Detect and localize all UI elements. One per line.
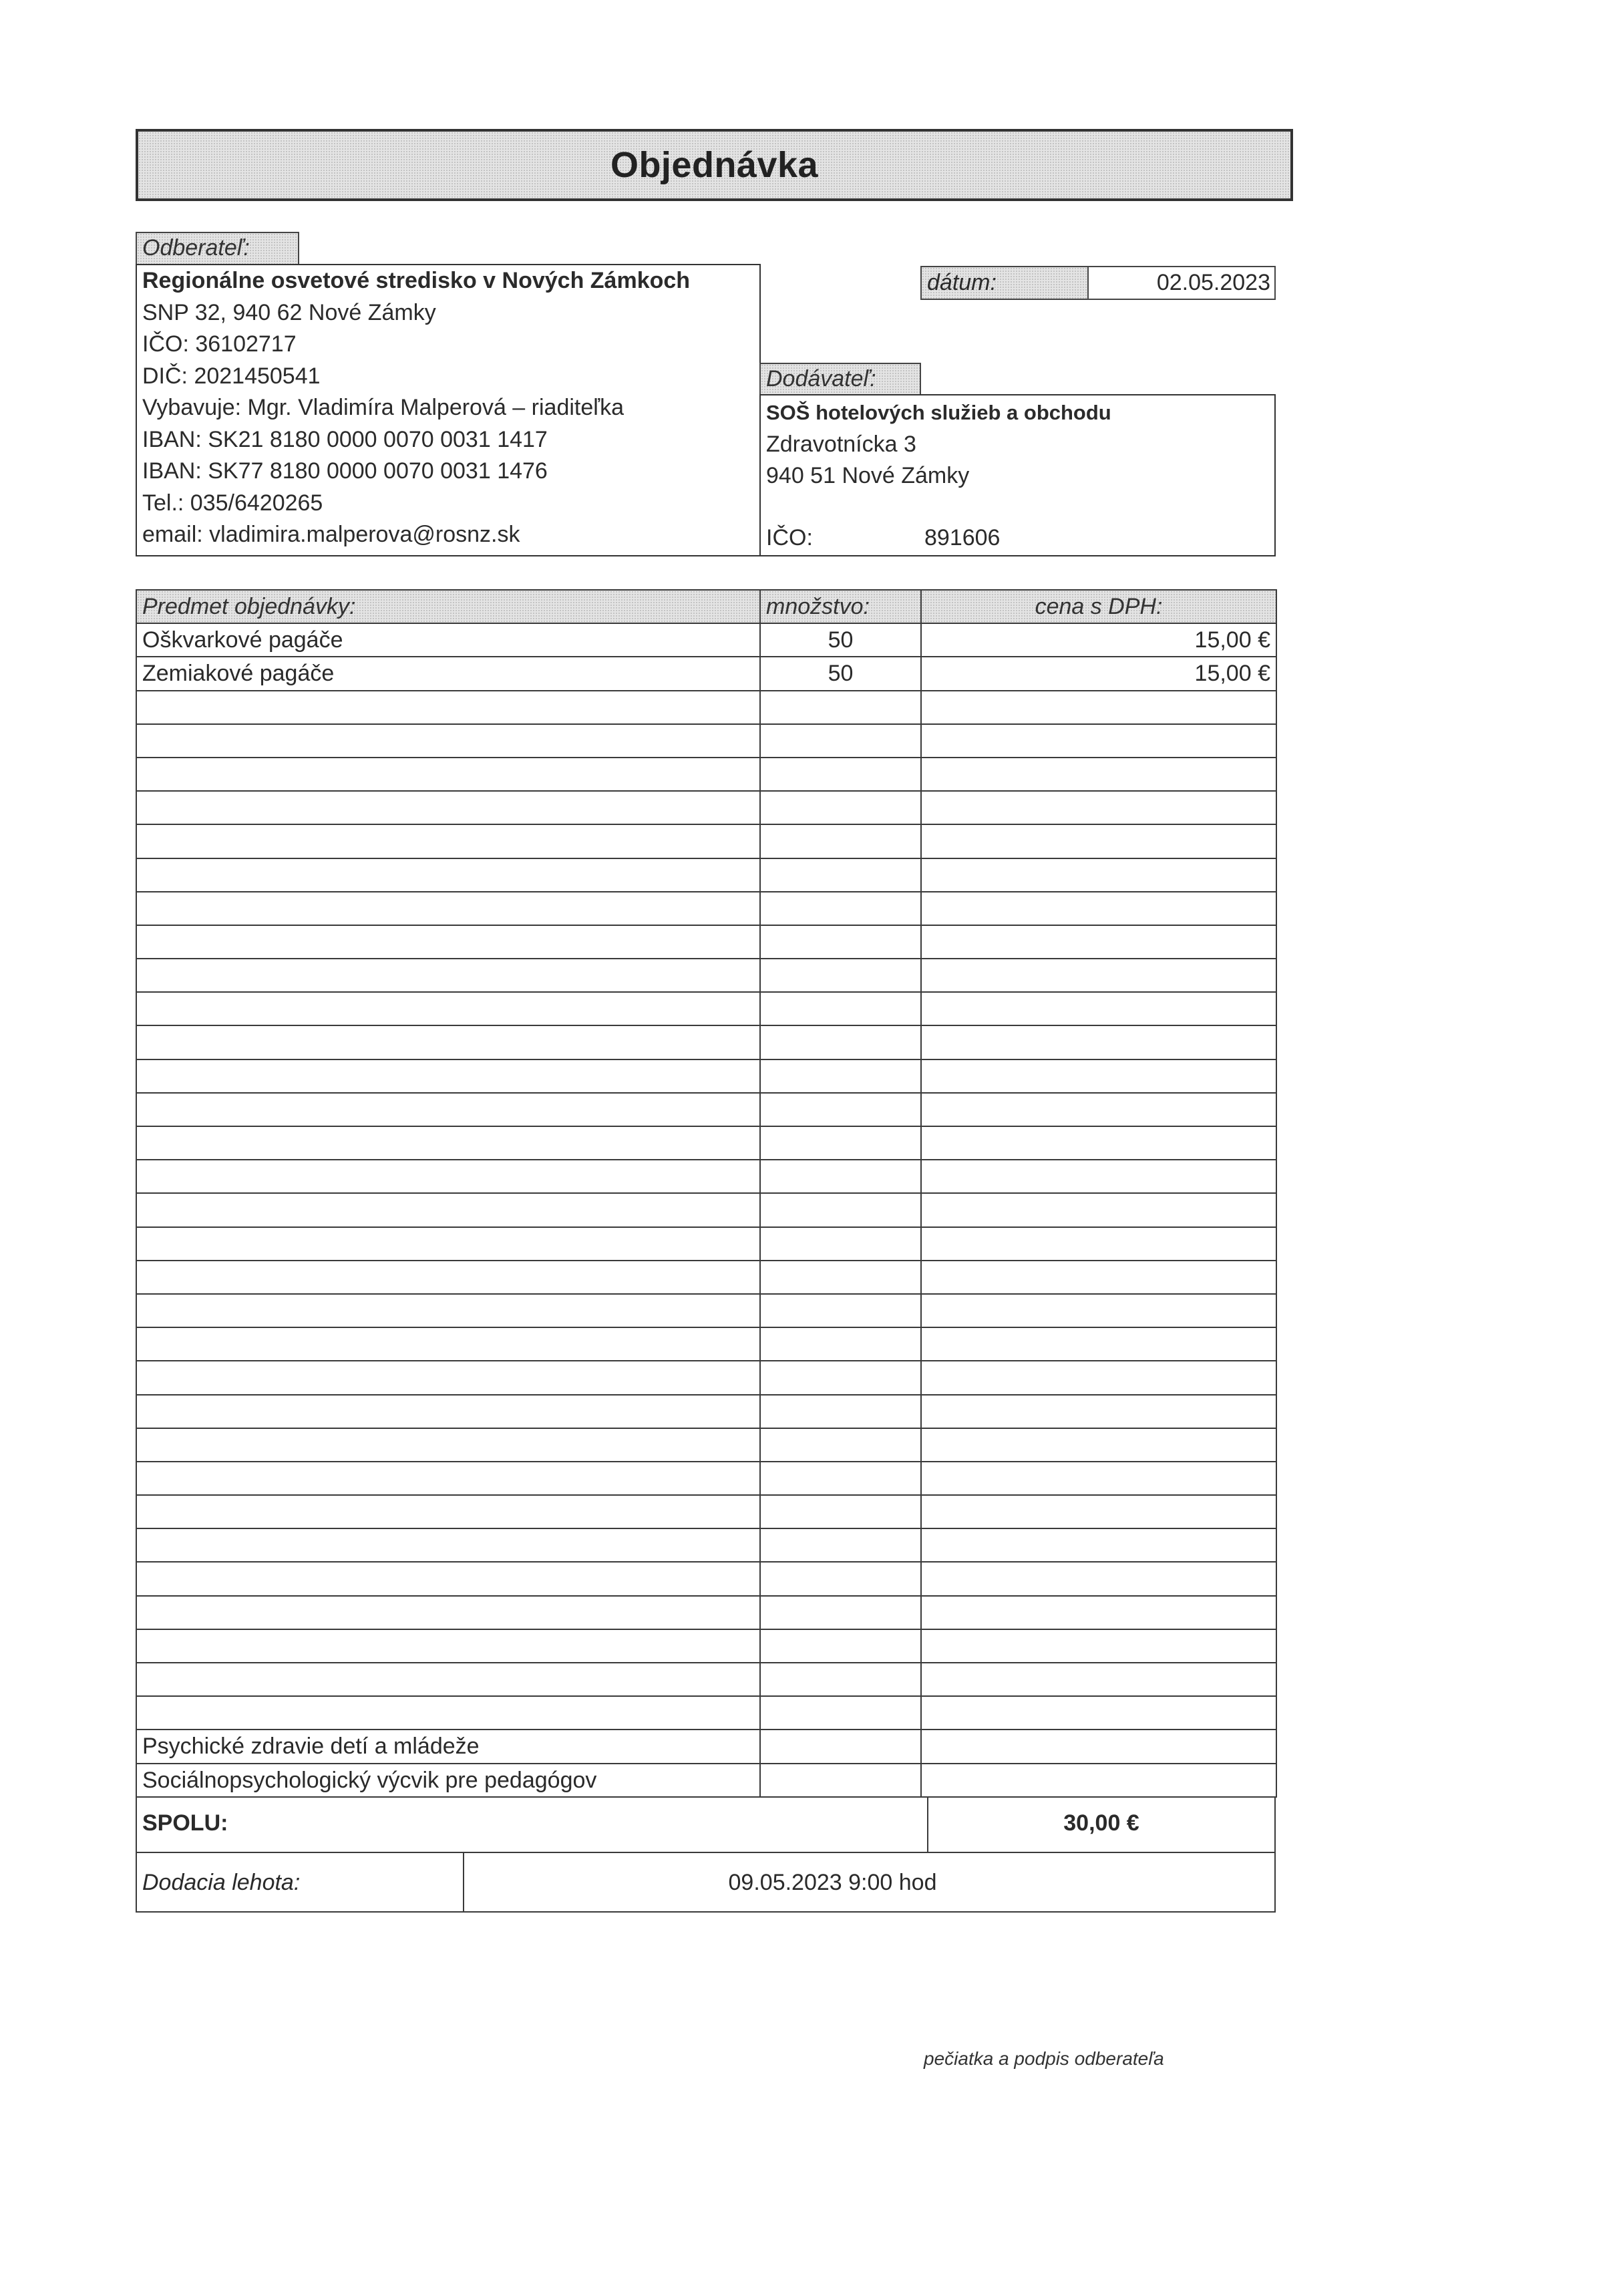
customer-detail-line: IBAN: SK77 8180 0000 0070 0031 1476 xyxy=(142,458,548,484)
table-row xyxy=(136,758,1276,791)
supplier-label: Dodávateľ: xyxy=(759,363,921,395)
row-subject xyxy=(136,1294,760,1327)
date-label: dátum: xyxy=(922,267,1089,299)
table-row xyxy=(136,1193,1276,1226)
row-subject xyxy=(136,1193,760,1226)
table-row xyxy=(136,1261,1276,1294)
row-price xyxy=(921,1193,1276,1226)
signature-caption: pečiatka a podpis odberateľa xyxy=(924,2048,1164,2069)
row-quantity xyxy=(760,925,921,959)
row-quantity xyxy=(760,1730,921,1763)
row-subject xyxy=(136,1059,760,1093)
table-row xyxy=(136,657,1276,690)
table-row xyxy=(136,1528,1276,1562)
row-subject xyxy=(136,1160,760,1193)
row-quantity xyxy=(760,1562,921,1595)
row-price xyxy=(921,1059,1276,1093)
row-quantity xyxy=(760,724,921,758)
row-subject xyxy=(136,892,760,925)
row-quantity xyxy=(760,1193,921,1226)
supplier-city: 940 51 Nové Zámky xyxy=(766,463,970,488)
row-subject xyxy=(136,691,760,724)
table-row xyxy=(136,1025,1276,1059)
total-value: 30,00 € xyxy=(1063,1810,1139,1836)
customer-label: Odberateľ: xyxy=(136,232,299,265)
table-row xyxy=(136,1227,1276,1261)
row-quantity xyxy=(760,1160,921,1193)
row-subject xyxy=(136,1327,760,1361)
table-row xyxy=(136,791,1276,824)
row-price xyxy=(921,1462,1276,1495)
supplier-ico-label: IČO: xyxy=(766,524,813,550)
row-subject xyxy=(136,1462,760,1495)
row-price xyxy=(921,1361,1276,1394)
row-price xyxy=(921,1629,1276,1663)
items-table xyxy=(136,589,1277,1798)
row-quantity xyxy=(760,1629,921,1663)
table-row xyxy=(136,1361,1276,1394)
row-quantity xyxy=(760,1764,921,1797)
row-subject xyxy=(136,1093,760,1126)
row-quantity xyxy=(760,1227,921,1261)
row-quantity xyxy=(760,1395,921,1428)
row-subject xyxy=(136,1596,760,1629)
row-price xyxy=(921,1764,1276,1797)
table-row xyxy=(136,1428,1276,1462)
header-subject: Predmet objednávky: xyxy=(136,590,760,623)
row-quantity xyxy=(760,691,921,724)
table-row xyxy=(136,892,1276,925)
table-row xyxy=(136,1629,1276,1663)
table-row xyxy=(136,1126,1276,1160)
row-quantity xyxy=(760,1294,921,1327)
row-price xyxy=(921,1696,1276,1730)
delivery-row xyxy=(136,1852,1276,1913)
table-row xyxy=(136,824,1276,858)
row-subject xyxy=(136,1428,760,1462)
table-row xyxy=(136,1730,1276,1763)
row-price xyxy=(921,992,1276,1025)
row-quantity xyxy=(760,892,921,925)
row-quantity xyxy=(760,858,921,892)
row-price xyxy=(921,824,1276,858)
table-row xyxy=(136,1395,1276,1428)
total-label: SPOLU: xyxy=(137,1796,928,1852)
row-price xyxy=(921,1327,1276,1361)
row-price xyxy=(921,1261,1276,1294)
table-row xyxy=(136,1294,1276,1327)
row-subject xyxy=(136,1663,760,1696)
row-subject xyxy=(136,858,760,892)
header-quantity: množstvo: xyxy=(760,590,921,623)
row-price xyxy=(921,1596,1276,1629)
row-quantity xyxy=(760,791,921,824)
table-row xyxy=(136,724,1276,758)
table-row xyxy=(136,1495,1276,1528)
row-price xyxy=(921,1528,1276,1562)
row-price: 15,00 € xyxy=(921,657,1276,690)
table-row xyxy=(136,925,1276,959)
row-quantity xyxy=(760,1528,921,1562)
row-subject xyxy=(136,925,760,959)
customer-detail-line: DIČ: 2021450541 xyxy=(142,363,321,389)
customer-detail-line: email: vladimira.malperova@rosnz.sk xyxy=(142,522,520,547)
supplier-ico xyxy=(761,522,1274,554)
row-subject xyxy=(136,791,760,824)
row-subject xyxy=(136,1025,760,1059)
customer-name: Regionálne osvetové stredisko v Nových Zámkoch xyxy=(142,268,691,293)
row-price xyxy=(921,1025,1276,1059)
table-row xyxy=(136,858,1276,892)
supplier-name: SOŠ hotelových služieb a obchodu xyxy=(766,401,1111,424)
supplier-street: Zdravotnícka 3 xyxy=(766,431,916,457)
row-quantity xyxy=(760,824,921,858)
row-subject xyxy=(136,1395,760,1428)
table-row xyxy=(136,1696,1276,1730)
row-price xyxy=(921,1227,1276,1261)
row-price xyxy=(921,1428,1276,1462)
row-subject xyxy=(136,1562,760,1595)
row-quantity xyxy=(760,1126,921,1160)
row-price xyxy=(921,691,1276,724)
row-quantity xyxy=(760,1696,921,1730)
row-subject xyxy=(136,1126,760,1160)
row-price xyxy=(921,1730,1276,1763)
row-quantity xyxy=(760,992,921,1025)
supplier-ico-value: 891606 xyxy=(924,524,1001,550)
row-price xyxy=(921,1160,1276,1193)
row-price xyxy=(921,892,1276,925)
table-row xyxy=(136,1059,1276,1093)
delivery-label: Dodacia lehota: xyxy=(137,1853,464,1911)
header-price: cena s DPH: xyxy=(921,590,1276,623)
row-quantity xyxy=(760,758,921,791)
customer-detail-line: IBAN: SK21 8180 0000 0070 0031 1417 xyxy=(142,426,548,452)
table-row xyxy=(136,992,1276,1025)
row-quantity xyxy=(760,959,921,992)
table-row xyxy=(136,1327,1276,1361)
row-price xyxy=(921,1093,1276,1126)
row-price xyxy=(921,791,1276,824)
row-subject xyxy=(136,959,760,992)
delivery-value: 09.05.2023 9:00 hod xyxy=(728,1870,937,1895)
row-subject xyxy=(136,1227,760,1261)
row-quantity xyxy=(760,1327,921,1361)
table-row xyxy=(136,1160,1276,1193)
row-quantity: 50 xyxy=(760,657,921,690)
row-subject xyxy=(136,724,760,758)
row-subject xyxy=(136,824,760,858)
row-subject xyxy=(136,1696,760,1730)
row-subject xyxy=(136,992,760,1025)
row-subject: Zemiakové pagáče xyxy=(136,657,760,690)
row-subject xyxy=(136,758,760,791)
row-subject xyxy=(136,1495,760,1528)
row-price xyxy=(921,1294,1276,1327)
row-quantity xyxy=(760,1663,921,1696)
row-quantity xyxy=(760,1495,921,1528)
row-price xyxy=(921,959,1276,992)
row-quantity xyxy=(760,1261,921,1294)
date-box xyxy=(920,266,1276,300)
row-price xyxy=(921,1395,1276,1428)
row-price xyxy=(921,858,1276,892)
customer-box xyxy=(136,264,761,556)
row-quantity xyxy=(760,1093,921,1126)
table-row xyxy=(136,1596,1276,1629)
row-quantity xyxy=(760,1059,921,1093)
row-quantity xyxy=(760,1596,921,1629)
customer-detail-line: SNP 32, 940 62 Nové Zámky xyxy=(142,299,436,325)
row-subject: Sociálnopsychologický výcvik pre pedagógov xyxy=(136,1764,760,1797)
row-quantity xyxy=(760,1025,921,1059)
row-quantity: 50 xyxy=(760,623,921,657)
items-table-header xyxy=(136,590,1276,623)
row-price xyxy=(921,758,1276,791)
row-subject xyxy=(136,1528,760,1562)
supplier-box xyxy=(759,394,1276,556)
customer-detail-line: IČO: 36102717 xyxy=(142,331,297,357)
row-subject: Psychické zdravie detí a mládeže xyxy=(136,1730,760,1763)
row-subject xyxy=(136,1629,760,1663)
table-row xyxy=(136,1093,1276,1126)
date-value: 02.05.2023 xyxy=(1156,270,1270,295)
table-row xyxy=(136,959,1276,992)
row-quantity xyxy=(760,1361,921,1394)
row-price xyxy=(921,724,1276,758)
row-price xyxy=(921,925,1276,959)
row-price xyxy=(921,1495,1276,1528)
total-row xyxy=(136,1796,1276,1853)
table-row xyxy=(136,691,1276,724)
table-row xyxy=(136,1663,1276,1696)
row-quantity xyxy=(760,1428,921,1462)
table-row xyxy=(136,1562,1276,1595)
row-quantity xyxy=(760,1462,921,1495)
customer-detail-line: Vybavuje: Mgr. Vladimíra Malperová – riaditeľka xyxy=(142,395,624,420)
table-row xyxy=(136,1764,1276,1797)
row-price xyxy=(921,1663,1276,1696)
document-title: Objednávka xyxy=(610,145,819,185)
table-row xyxy=(136,1462,1276,1495)
table-row xyxy=(136,623,1276,657)
customer-detail-line: Tel.: 035/6420265 xyxy=(142,490,323,516)
row-subject: Oškvarkové pagáče xyxy=(136,623,760,657)
row-price: 15,00 € xyxy=(921,623,1276,657)
row-subject xyxy=(136,1261,760,1294)
row-subject xyxy=(136,1361,760,1394)
row-price xyxy=(921,1562,1276,1595)
document-title-box xyxy=(136,129,1293,201)
row-price xyxy=(921,1126,1276,1160)
